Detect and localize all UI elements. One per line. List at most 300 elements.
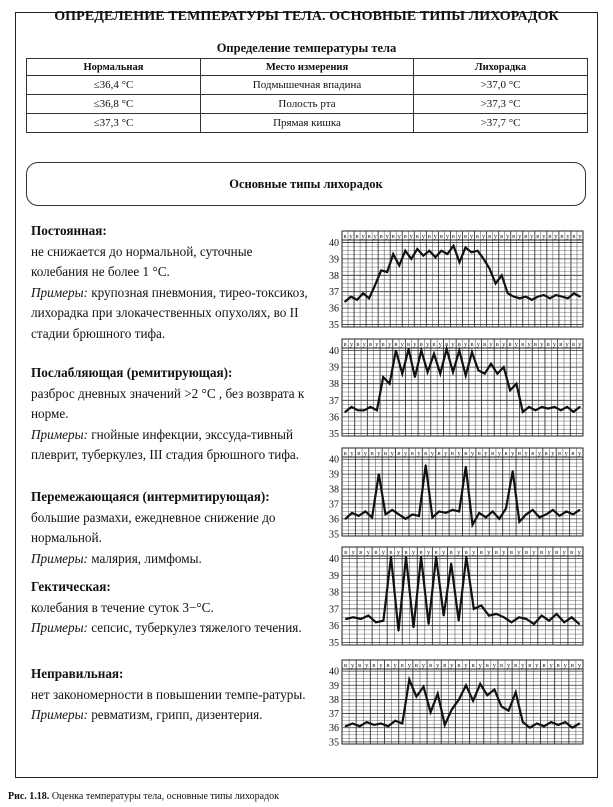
temperature-point bbox=[567, 297, 569, 299]
chart-header-label: у bbox=[400, 341, 404, 349]
chart-header-label: в bbox=[419, 341, 423, 349]
temperature-point bbox=[564, 721, 566, 723]
chart-header-label: у bbox=[385, 233, 389, 241]
chart-header-label: в bbox=[369, 341, 373, 349]
chart-header-label: в bbox=[344, 549, 348, 557]
chart-header-label: в bbox=[439, 233, 443, 241]
temperature-point bbox=[351, 512, 353, 514]
chart-header-label: у bbox=[457, 233, 462, 241]
chart-header-label: у bbox=[425, 341, 430, 349]
temperature-point bbox=[535, 409, 537, 411]
chart-header-label: у bbox=[521, 662, 525, 670]
chart-header-label: у bbox=[450, 662, 454, 670]
temperature-point bbox=[394, 720, 396, 722]
examples-label: Примеры: bbox=[31, 426, 88, 442]
temperature-point bbox=[488, 615, 490, 617]
chart-header-label: в bbox=[397, 450, 401, 458]
chart-header-label: в bbox=[509, 549, 513, 557]
chart-tick-label: 38 bbox=[329, 587, 339, 599]
chart-intermittent-fever bbox=[322, 448, 584, 541]
temperature-point bbox=[373, 724, 375, 726]
chart-header-label: в bbox=[344, 662, 348, 670]
chart-tick-label: 40 bbox=[329, 345, 339, 357]
fever-types-heading: Основные типы лихорадок bbox=[26, 162, 586, 206]
temperature-point bbox=[479, 683, 481, 685]
chart-header-label: в bbox=[495, 341, 499, 349]
chart-header-label: у bbox=[411, 549, 416, 557]
temperature-point bbox=[496, 373, 498, 375]
chart-header-label: у bbox=[487, 549, 491, 557]
cell-normal: ≤36,4 °C bbox=[27, 76, 201, 95]
fever-block-constant bbox=[31, 221, 311, 345]
chart-header-label: в bbox=[479, 549, 483, 557]
temperature-point bbox=[541, 615, 543, 617]
chart-header-label: в bbox=[570, 549, 574, 557]
chart-header-label: в bbox=[414, 662, 418, 670]
temperature-point bbox=[392, 253, 394, 255]
chart-header-label: в bbox=[540, 549, 544, 557]
chart-header-label: у bbox=[407, 662, 411, 670]
temperature-point bbox=[573, 292, 575, 294]
temperature-point bbox=[525, 513, 527, 515]
temperature-point bbox=[541, 406, 543, 408]
temperature-point bbox=[513, 296, 515, 298]
temperature-point bbox=[411, 513, 413, 515]
chart-header-label: в bbox=[485, 662, 489, 670]
chart-header-label: у bbox=[532, 549, 536, 557]
chart-tick-label: 40 bbox=[329, 237, 339, 249]
chart-irregular-fever bbox=[322, 660, 584, 749]
temperature-point bbox=[401, 723, 403, 725]
chart-header-label: в bbox=[424, 450, 428, 458]
chart-header-label: у bbox=[430, 450, 434, 458]
chart-header-label: в bbox=[450, 450, 454, 458]
chart-tick-label: 38 bbox=[329, 270, 339, 282]
cell-normal: ≤36,8 °C bbox=[27, 95, 201, 114]
temperature-point bbox=[439, 373, 441, 375]
temperature-point bbox=[458, 620, 460, 622]
chart-header-label: у bbox=[552, 341, 557, 349]
table-row bbox=[27, 114, 588, 133]
chart-header-label: в bbox=[403, 233, 407, 241]
chart-header-label: в bbox=[531, 450, 535, 458]
temperature-point bbox=[477, 370, 479, 372]
temperature-point bbox=[376, 409, 378, 411]
cell-site: Подмышечная впадина bbox=[200, 76, 413, 95]
examples-label: Примеры: bbox=[31, 620, 88, 636]
chart-header-label: в bbox=[558, 450, 562, 458]
table-header-row bbox=[27, 59, 588, 76]
temperature-point bbox=[522, 411, 524, 413]
fever-examples: сепсис, туберкулез тяжелого течения. bbox=[91, 620, 302, 636]
fever-name: Послабляющая (ремитирующая): bbox=[31, 365, 233, 380]
chart-header-label: у bbox=[381, 549, 386, 557]
chart-header-label: у bbox=[469, 233, 474, 241]
chart-tick-label: 35 bbox=[329, 529, 339, 541]
chart-header-label: в bbox=[400, 662, 404, 670]
temperature-point bbox=[511, 621, 513, 623]
chart-header-label: в bbox=[394, 341, 398, 349]
chart-header-label: в bbox=[449, 549, 453, 557]
temperature-point bbox=[532, 509, 534, 511]
temperature-point bbox=[389, 383, 391, 385]
temperature-point bbox=[486, 694, 488, 696]
temperature-point bbox=[398, 630, 400, 632]
fever-block-irregular bbox=[31, 664, 311, 726]
chart-tick-label: 37 bbox=[329, 604, 339, 616]
temperature-point bbox=[366, 721, 368, 723]
chart-tick-label: 36 bbox=[329, 514, 339, 526]
header-fever: Лихорадка bbox=[414, 59, 588, 76]
chart-header-label: в bbox=[571, 341, 576, 349]
temperature-point bbox=[453, 245, 455, 247]
temperature-point bbox=[543, 725, 545, 727]
chart-header-label: у bbox=[478, 662, 482, 670]
chart-header-label: в bbox=[471, 662, 475, 670]
temperature-point bbox=[545, 513, 547, 515]
temperature-point bbox=[522, 721, 524, 723]
chart-header-label: в bbox=[410, 450, 414, 458]
temperature-point bbox=[579, 723, 581, 725]
temperature-point bbox=[539, 516, 541, 518]
temperature-point bbox=[505, 508, 507, 510]
table-row bbox=[27, 95, 588, 114]
temperature-point bbox=[446, 348, 448, 350]
chart-header-label: у bbox=[365, 662, 369, 670]
temperature-point bbox=[365, 511, 367, 513]
chart-header-label: в bbox=[391, 233, 395, 241]
caption-text: Оценка температуры тела, основные типы лихорадок bbox=[51, 791, 280, 802]
chart-tick-label: 39 bbox=[329, 254, 339, 266]
chart-header-label: у bbox=[349, 233, 353, 241]
chart-header-label: в bbox=[528, 662, 532, 670]
chart-header-label: у bbox=[549, 662, 553, 670]
temperature-point bbox=[571, 727, 573, 729]
temperature-point bbox=[451, 708, 453, 710]
chart-header-label: у bbox=[457, 450, 461, 458]
temperature-point bbox=[350, 296, 352, 298]
chart-header-label: в bbox=[372, 662, 376, 670]
temperature-point bbox=[573, 411, 575, 413]
chart-header-label: в bbox=[546, 341, 550, 349]
temperature-point bbox=[493, 689, 495, 691]
temperature-point bbox=[480, 605, 482, 607]
chart-header-label: в bbox=[419, 549, 423, 557]
chart-tick-label: 39 bbox=[329, 680, 339, 692]
chart-header-label: у bbox=[578, 341, 582, 349]
chart-header-label: у bbox=[577, 662, 582, 670]
chart-header-label: в bbox=[560, 233, 564, 241]
chart-header-label: у bbox=[393, 662, 397, 670]
temperature-point bbox=[410, 258, 412, 260]
chart-header-label: у bbox=[413, 341, 417, 349]
chart-header-label: у bbox=[489, 341, 493, 349]
chart-header-label: у bbox=[351, 662, 355, 670]
temperature-point bbox=[477, 250, 479, 252]
temperature-point bbox=[547, 408, 549, 410]
temperature-point bbox=[382, 376, 384, 378]
chart-header-label: в bbox=[358, 662, 362, 670]
chart-header-label: в bbox=[464, 450, 468, 458]
chart-tick-label: 35 bbox=[329, 320, 339, 332]
chart-header-label: в bbox=[379, 233, 383, 241]
chart-header-label: у bbox=[537, 450, 542, 458]
temperature-point bbox=[549, 297, 551, 299]
page-title: ОПРЕДЕЛЕНИЕ ТЕМПЕРАТУРЫ ТЕЛА. ОСНОВНЫЕ ТИПЫ ЛИХОРАДОК bbox=[54, 9, 559, 24]
chart-header-label: у bbox=[375, 341, 379, 349]
temperature-point bbox=[431, 516, 433, 518]
temperature-point bbox=[556, 613, 558, 615]
fever-block-remittent bbox=[31, 363, 311, 466]
temperature-point bbox=[459, 261, 461, 263]
chart-header-label: у bbox=[511, 450, 515, 458]
chart-header-label: в bbox=[464, 549, 468, 557]
figure-caption bbox=[8, 791, 279, 802]
chart-header-label: в bbox=[559, 341, 563, 349]
header-normal: Нормальная bbox=[27, 59, 201, 76]
chart-header-label: у bbox=[554, 233, 558, 241]
chart-header-label: в bbox=[512, 233, 516, 241]
temperature-point bbox=[572, 513, 574, 515]
chart-header-label: у bbox=[421, 662, 426, 670]
temperature-point bbox=[401, 373, 403, 375]
chart-header-label: у bbox=[578, 233, 582, 241]
temperature-point bbox=[508, 710, 510, 712]
chart-tick-label: 37 bbox=[329, 499, 339, 511]
temperature-point bbox=[356, 299, 358, 301]
temperature-point bbox=[495, 613, 497, 615]
temperature-point bbox=[420, 556, 422, 558]
temperature-point bbox=[498, 518, 500, 520]
chart-header-label: у bbox=[451, 341, 455, 349]
temperature-point bbox=[452, 371, 454, 373]
temperature-point bbox=[441, 250, 443, 252]
chart-header-label: в bbox=[355, 233, 359, 241]
chart-remittent-fever bbox=[322, 339, 584, 441]
chart-header-label: у bbox=[517, 549, 521, 557]
chart-header-label: у bbox=[484, 450, 488, 458]
chart-header-label: у bbox=[436, 662, 440, 670]
chart-header-label: в bbox=[443, 662, 447, 670]
fever-description: разброс дневных значений >2 °C , без возврата к норме. bbox=[31, 385, 305, 422]
temperature-point bbox=[445, 512, 447, 514]
chart-tick-label: 36 bbox=[329, 621, 339, 633]
temperature-point bbox=[425, 464, 427, 466]
chart-header-label: у bbox=[502, 341, 506, 349]
chart-header-label: у bbox=[518, 233, 522, 241]
chart-header-label: у bbox=[363, 450, 368, 458]
chart-header-label: в bbox=[571, 450, 575, 458]
chart-header-label: в bbox=[499, 662, 504, 670]
chart-header-label: в bbox=[463, 233, 468, 241]
temperature-point bbox=[526, 618, 528, 620]
chart-header-label: у bbox=[373, 233, 377, 241]
temperature-point bbox=[344, 518, 346, 520]
chart-header-label: у bbox=[403, 450, 408, 458]
temperature-point bbox=[358, 515, 360, 517]
chart-header-label: в bbox=[476, 233, 480, 241]
chart-tick-label: 36 bbox=[329, 412, 339, 424]
chart-header-label: у bbox=[540, 341, 544, 349]
temperature-point bbox=[465, 556, 467, 558]
chart-header-label: в bbox=[542, 662, 546, 670]
chart-header-label: в bbox=[383, 450, 388, 458]
temperature-point bbox=[579, 509, 581, 511]
chart-header-label: в bbox=[445, 341, 449, 349]
temperature-point bbox=[516, 383, 518, 385]
chart-header-label: в bbox=[357, 450, 361, 458]
temperature-point bbox=[531, 299, 533, 301]
chart-tick-label: 37 bbox=[329, 709, 339, 721]
temperature-point bbox=[578, 623, 580, 625]
chart-header-label: в bbox=[536, 233, 540, 241]
chart-header-label: в bbox=[343, 341, 347, 349]
temperature-point bbox=[515, 691, 517, 693]
chart-header-label: у bbox=[444, 450, 448, 458]
temperature-point bbox=[437, 693, 439, 695]
chart-header-label: у bbox=[362, 341, 366, 349]
chart-header-label: в bbox=[470, 341, 474, 349]
temperature-point bbox=[387, 725, 389, 727]
chart-tick-label: 39 bbox=[329, 469, 339, 481]
temperature-point bbox=[529, 727, 531, 729]
fever-examples: малярия, лимфомы. bbox=[91, 550, 202, 566]
chart-header-label: у bbox=[421, 233, 425, 241]
temperature-point bbox=[423, 686, 425, 688]
temperature-point bbox=[519, 297, 521, 299]
cell-normal: ≤37,3 °C bbox=[27, 114, 201, 133]
chart-header-label: в bbox=[517, 450, 521, 458]
chart-header-label: в bbox=[548, 233, 552, 241]
chart-header-label: у bbox=[396, 549, 401, 557]
temperature-point bbox=[509, 389, 511, 391]
cell-site: Прямая кишка bbox=[200, 114, 413, 133]
chart-header-label: в bbox=[556, 662, 560, 670]
fever-description: большие размахи, ежедневное снижение до нормальной. bbox=[31, 509, 276, 546]
fever-examples: крупозная пневмония, тирео-токсикоз, лихорадка при злокачественных опухолях, во II стадии брюшного тифа. bbox=[31, 284, 308, 341]
fever-examples: гнойные инфекции, экссуда-тивный плеврит, туберкулез, III стадия брюшного тифа. bbox=[31, 426, 300, 463]
chart-header-label: в bbox=[524, 549, 529, 557]
chart-tick-label: 39 bbox=[329, 362, 339, 374]
temperature-point bbox=[548, 620, 550, 622]
temperature-point bbox=[416, 696, 418, 698]
temperature-point bbox=[465, 684, 467, 686]
chart-header-label: в bbox=[572, 233, 576, 241]
temperature-point bbox=[525, 296, 527, 298]
chart-header-label: у bbox=[366, 549, 370, 557]
chart-header-label: в bbox=[521, 341, 525, 349]
chart-hectic-fever bbox=[322, 547, 584, 649]
chart-header-label: у bbox=[481, 233, 486, 241]
chart-header-label: у bbox=[433, 233, 438, 241]
chart-header-label: у bbox=[562, 549, 566, 557]
chart-tick-label: 35 bbox=[329, 429, 339, 441]
chart-header-label: в bbox=[381, 341, 385, 349]
fever-block-intermittent bbox=[31, 487, 311, 569]
header-site: Место измерения bbox=[200, 59, 413, 76]
temperature-point bbox=[503, 616, 505, 618]
chart-tick-label: 37 bbox=[329, 395, 339, 407]
chart-header-label: у bbox=[506, 662, 511, 670]
examples-label: Примеры: bbox=[31, 707, 88, 723]
temperature-point bbox=[571, 616, 573, 618]
chart-header-label: у bbox=[497, 450, 501, 458]
chart-header-label: в bbox=[429, 662, 433, 670]
fever-block-hectic bbox=[31, 577, 311, 639]
temperature-point bbox=[404, 250, 406, 252]
chart-constant-fever bbox=[322, 231, 584, 332]
temperature-point bbox=[465, 246, 467, 248]
temperature-point bbox=[408, 679, 410, 681]
temperature-point bbox=[416, 248, 418, 250]
chart-header-label: у bbox=[438, 341, 442, 349]
chart-header-label: в bbox=[407, 341, 411, 349]
chart-tick-label: 39 bbox=[329, 570, 339, 582]
chart-header-label: в bbox=[386, 662, 390, 670]
chart-header-label: у bbox=[417, 450, 421, 458]
temperature-point bbox=[458, 699, 460, 701]
chart-header-label: в bbox=[524, 233, 528, 241]
chart-header-label: у bbox=[524, 450, 528, 458]
temperature-point bbox=[537, 296, 539, 298]
chart-header-label: у bbox=[564, 450, 568, 458]
chart-tick-label: 35 bbox=[329, 737, 339, 749]
chart-header-label: в bbox=[437, 450, 441, 458]
chart-header-label: у bbox=[578, 450, 582, 458]
temperature-point bbox=[490, 363, 492, 365]
chart-tick-label: 35 bbox=[329, 637, 339, 649]
chart-header-label: у bbox=[492, 662, 497, 670]
temperature-point bbox=[560, 409, 562, 411]
chart-header-label: у bbox=[390, 450, 394, 458]
chart-header-label: у bbox=[426, 549, 431, 557]
chart-header-label: у bbox=[514, 341, 519, 349]
temperature-point bbox=[371, 516, 373, 518]
fever-name: Гектическая: bbox=[31, 579, 111, 594]
chart-tick-label: 38 bbox=[329, 379, 339, 391]
temperature-point bbox=[345, 618, 347, 620]
temperature-point bbox=[383, 620, 385, 622]
temperature-point bbox=[443, 615, 445, 617]
temperature-point bbox=[550, 721, 552, 723]
temperature-point bbox=[447, 253, 449, 255]
temperature-point bbox=[519, 521, 521, 523]
temperature-point bbox=[430, 711, 432, 713]
temperature-point bbox=[414, 376, 416, 378]
chart-header-label: у bbox=[527, 341, 531, 349]
temperature-point bbox=[359, 725, 361, 727]
chart-header-label: в bbox=[457, 662, 461, 670]
temperature-point bbox=[367, 615, 369, 617]
chart-header-label: в bbox=[494, 549, 498, 557]
temperature-point bbox=[554, 406, 556, 408]
chart-header-label: в bbox=[504, 450, 508, 458]
chart-header-label: у bbox=[551, 450, 555, 458]
table-row bbox=[27, 76, 588, 95]
temperature-point bbox=[528, 406, 530, 408]
chart-header-label: в bbox=[415, 233, 419, 241]
temperature-point bbox=[472, 700, 474, 702]
temperature-point bbox=[413, 626, 415, 628]
chart-header-label: у bbox=[464, 662, 468, 670]
temperature-point bbox=[472, 524, 474, 526]
chart-header-label: у bbox=[502, 549, 506, 557]
chart-header-label: у bbox=[442, 549, 446, 557]
chart-tick-label: 40 bbox=[329, 454, 339, 466]
temperature-point bbox=[579, 296, 581, 298]
temperature-point bbox=[507, 292, 509, 294]
chart-header-label: в bbox=[457, 341, 461, 349]
